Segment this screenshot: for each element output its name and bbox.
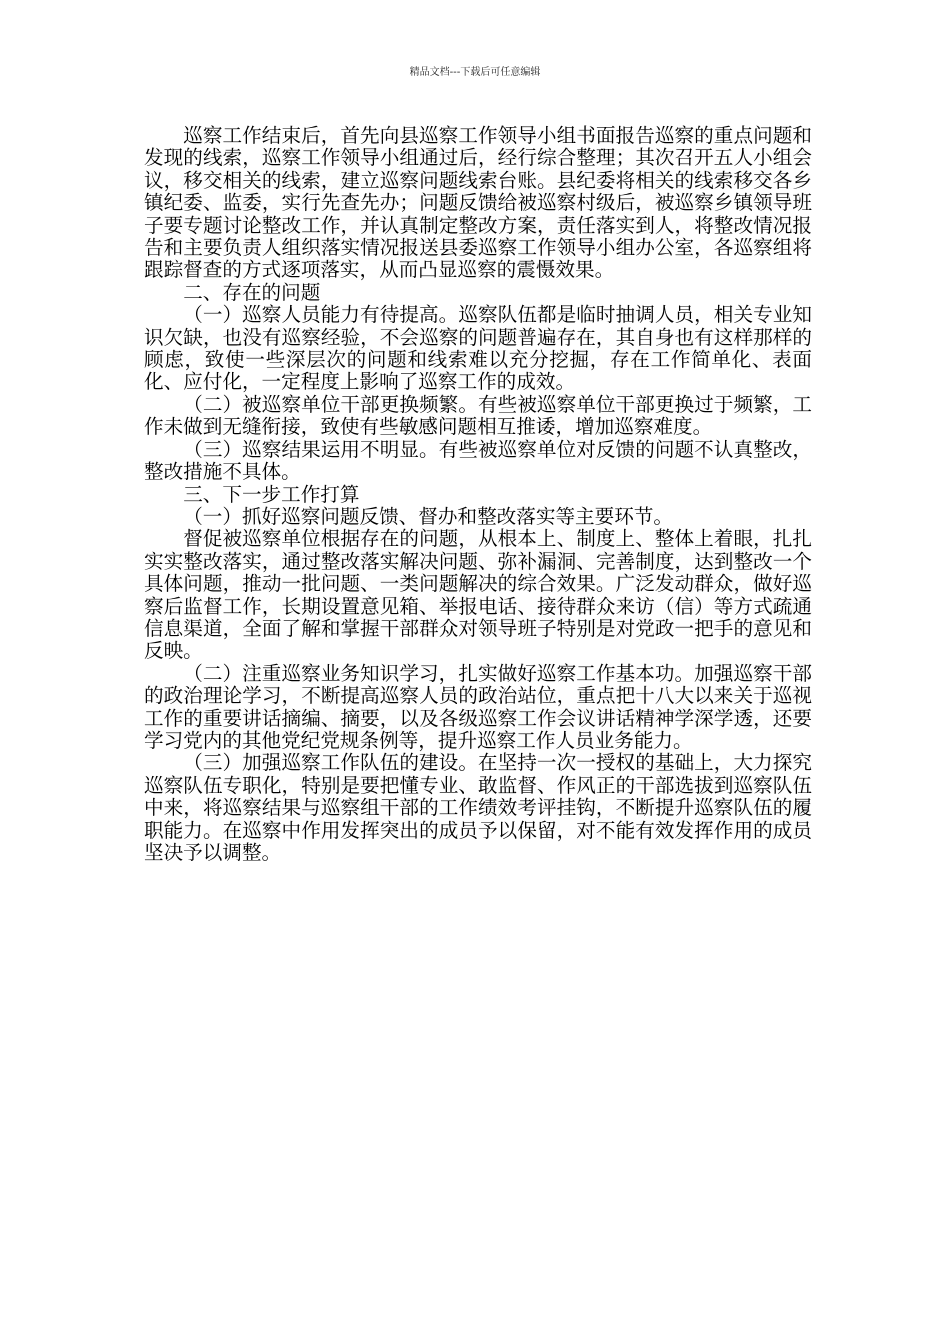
- section-heading-next-steps: 三、下一步工作打算: [183, 482, 360, 506]
- paragraph-problem-capability: （一）巡察人员能力有待提高。巡察队伍都是临时抽调人员，相关专业知识欠缺，也没有巡察经验，不会巡察的问题普遍存在，其自身也有这样那样的顾虑，致使一些深层次的问题和线索难以充分挖掘，存在工作简单化、表面化、应付化，一定程度上影响了巡察工作的成效。: [144, 303, 812, 394]
- paragraph-inspection-process: 巡察工作结束后，首先向县巡察工作领导小组书面报告巡察的重点问题和发现的线索，巡察工作领导小组通过后，经行综合整理；其次召开五人小组会议，移交相关的线索，建立巡察问题线索台账。县纪委将相关的线索移交各乡镇纪委、监委，实行先查先办；问题反馈给被巡察村级后，被巡察乡镇领导班子要专题讨论整改工作，并认真制定整改方案，责任落实到人，将整改情况报告和主要负责人组织落实情况报送县委巡察工作领导小组办公室，各巡察组将跟踪督查的方式逐项落实，从而凸显巡察的震慑效果。: [144, 124, 812, 282]
- section-heading-existing-problems: 二、存在的问题: [183, 280, 321, 304]
- paragraph-next-step-training: （二）注重巡察业务知识学习，扎实做好巡察工作基本功。加强巡察干部的政治理论学习，不断提高巡察人员的政治站位，重点把十八大以来关于巡视工作的重要讲话摘编、摘要，以及各级巡察工作会议讲话精神学深学透，还要学习党内的其他党纪党规条例等，提升巡察工作人员业务能力。: [144, 661, 812, 752]
- paragraph-next-step-team-building: （三）加强巡察工作队伍的建设。在坚持一次一授权的基础上，大力探究巡察队伍专职化，特别是要把懂专业、敢监督、作风正的干部选拔到巡察队伍中来，将巡察结果与巡察组干部的工作绩效考评挂钩，不断提升巡察队伍的履职能力。在巡察中作用发挥突出的成员予以保留，对不能有效发挥作用的成员坚决予以调整。: [144, 751, 812, 864]
- page-header: 精品文档---下载后可任意编辑: [409, 67, 541, 78]
- paragraph-problem-results-usage: （三）巡察结果运用不明显。有些被巡察单位对反馈的问题不认真整改，整改措施不具体。: [144, 437, 812, 484]
- paragraph-supervise-rectification: 督促被巡察单位根据存在的问题，从根本上、制度上、整体上着眼，扎扎实实整改落实，通过整改落实解决问题、弥补漏洞、完善制度，达到整改一个具体问题，推动一批问题、一类问题解决的综合效果。广泛发动群众，做好巡察后监督工作，长期设置意见箱、举报电话、接待群众来访（信）等方式疏通信息渠道，全面了解和掌握干部群众对领导班子特别是对党政一把手的意见和反映。: [144, 527, 812, 663]
- paragraph-next-step-feedback: （一）抓好巡察问题反馈、督办和整改落实等主要环节。: [183, 504, 674, 528]
- paragraph-problem-staff-turnover: （二）被巡察单位干部更换频繁。有些被巡察单位干部更换过于频繁，工作未做到无缝衔接，致使有些敏感问题相互推诿，增加巡察难度。: [144, 392, 812, 439]
- document-body: [144, 125, 812, 864]
